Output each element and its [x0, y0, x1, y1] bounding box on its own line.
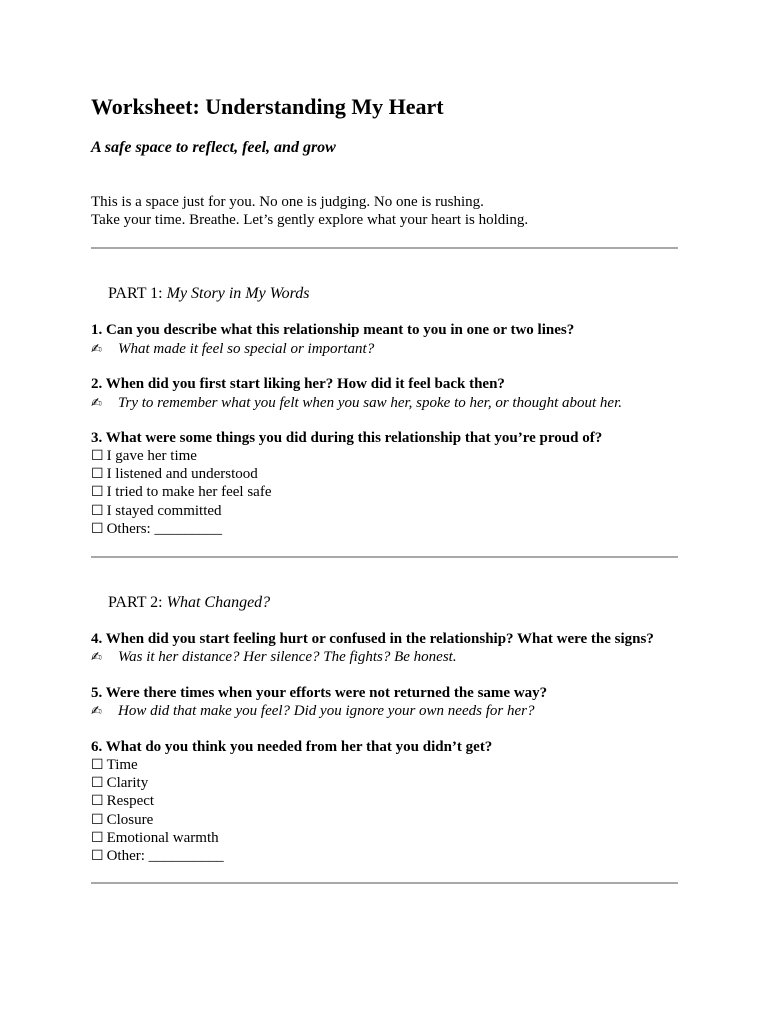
question-1: 1. Can you describe what this relationship meant to you in one or two lines? — [91, 322, 575, 338]
option-label: I listened and understood — [106, 466, 258, 483]
checkbox-icon[interactable]: ☐ — [91, 848, 104, 865]
part-1-prefix: PART 1: — [108, 285, 163, 302]
hint-text: How did that make you feel? Did you ignore your own needs for her? — [118, 703, 535, 719]
option-label: Emotional warmth — [106, 829, 219, 846]
checkbox-icon[interactable]: ☐ — [91, 829, 104, 846]
worksheet-subtitle: A safe space to reflect, feel, and grow — [91, 139, 336, 156]
question-2-hint — [91, 394, 622, 413]
question-4-hint — [91, 648, 457, 667]
worksheet-title: Worksheet: Understanding My Heart — [91, 94, 444, 119]
option-label: I tried to make her feel safe — [106, 484, 272, 501]
checkbox-option[interactable] — [91, 811, 224, 829]
hint-text: Try to remember what you felt when you saw her, spoke to her, or thought about her. — [118, 395, 622, 411]
checkbox-option[interactable] — [91, 483, 271, 501]
writing-hand-icon: ✍ — [91, 396, 102, 411]
checkbox-option[interactable] — [91, 502, 271, 520]
question-6: 6. What do you think you needed from her that you didn’t get? — [91, 739, 493, 755]
section-divider — [91, 556, 678, 558]
checkbox-icon[interactable]: ☐ — [91, 811, 104, 828]
checkbox-option[interactable] — [91, 829, 224, 847]
checkbox-icon[interactable]: ☐ — [91, 775, 104, 792]
checkbox-option[interactable] — [91, 447, 271, 465]
checkbox-option[interactable] — [91, 792, 224, 810]
checkbox-icon[interactable]: ☐ — [91, 466, 104, 483]
option-label: Others: _________ — [106, 520, 222, 537]
checkbox-option[interactable] — [91, 520, 271, 538]
writing-hand-icon: ✍ — [91, 704, 102, 719]
option-label: Other: __________ — [106, 848, 224, 865]
hint-text: Was it her distance? Her silence? The fights? Be honest. — [118, 649, 457, 665]
option-label: Clarity — [106, 775, 149, 792]
writing-hand-icon: ✍ — [91, 650, 102, 665]
intro-paragraph — [91, 193, 528, 229]
section-divider — [91, 247, 678, 249]
question-1-hint — [91, 340, 374, 359]
part-2-heading — [108, 592, 270, 614]
intro-line: This is a space just for you. No one is judging. No one is rushing. — [91, 194, 484, 210]
checkbox-icon[interactable]: ☐ — [91, 793, 104, 810]
question-3: 3. What were some things you did during this relationship that you’re proud of? — [91, 430, 603, 446]
option-label: Time — [106, 757, 138, 773]
question-5-hint — [91, 702, 534, 721]
part-1-name: My Story in My Words — [166, 285, 310, 302]
option-label: I stayed committed — [106, 502, 222, 519]
checkbox-icon[interactable]: ☐ — [91, 757, 104, 773]
question-3-options — [91, 447, 271, 538]
part-1-heading — [108, 283, 309, 305]
section-divider — [91, 882, 678, 884]
writing-hand-icon: ✍ — [91, 342, 102, 357]
checkbox-icon[interactable]: ☐ — [91, 448, 104, 464]
option-label: Respect — [106, 793, 155, 810]
option-label: I gave her time — [106, 448, 197, 464]
checkbox-option[interactable] — [91, 465, 271, 483]
checkbox-option[interactable] — [91, 847, 224, 865]
option-label: Closure — [106, 811, 154, 828]
checkbox-option[interactable] — [91, 756, 224, 774]
checkbox-icon[interactable]: ☐ — [91, 484, 104, 501]
question-6-options — [91, 756, 224, 865]
question-5: 5. Were there times when your efforts were not returned the same way? — [91, 685, 548, 701]
intro-line: Take your time. Breathe. Let’s gently explore what your heart is holding. — [91, 212, 529, 228]
question-2: 2. When did you first start liking her? How did it feel back then? — [91, 376, 505, 392]
question-4: 4. When did you start feeling hurt or confused in the relationship? What were the signs? — [91, 631, 654, 647]
part-2-name: What Changed? — [166, 594, 271, 611]
checkbox-option[interactable] — [91, 774, 224, 792]
checkbox-icon[interactable]: ☐ — [91, 502, 104, 519]
hint-text: What made it feel so special or important? — [118, 341, 375, 357]
part-2-prefix: PART 2: — [108, 594, 163, 611]
checkbox-icon[interactable]: ☐ — [91, 520, 104, 537]
